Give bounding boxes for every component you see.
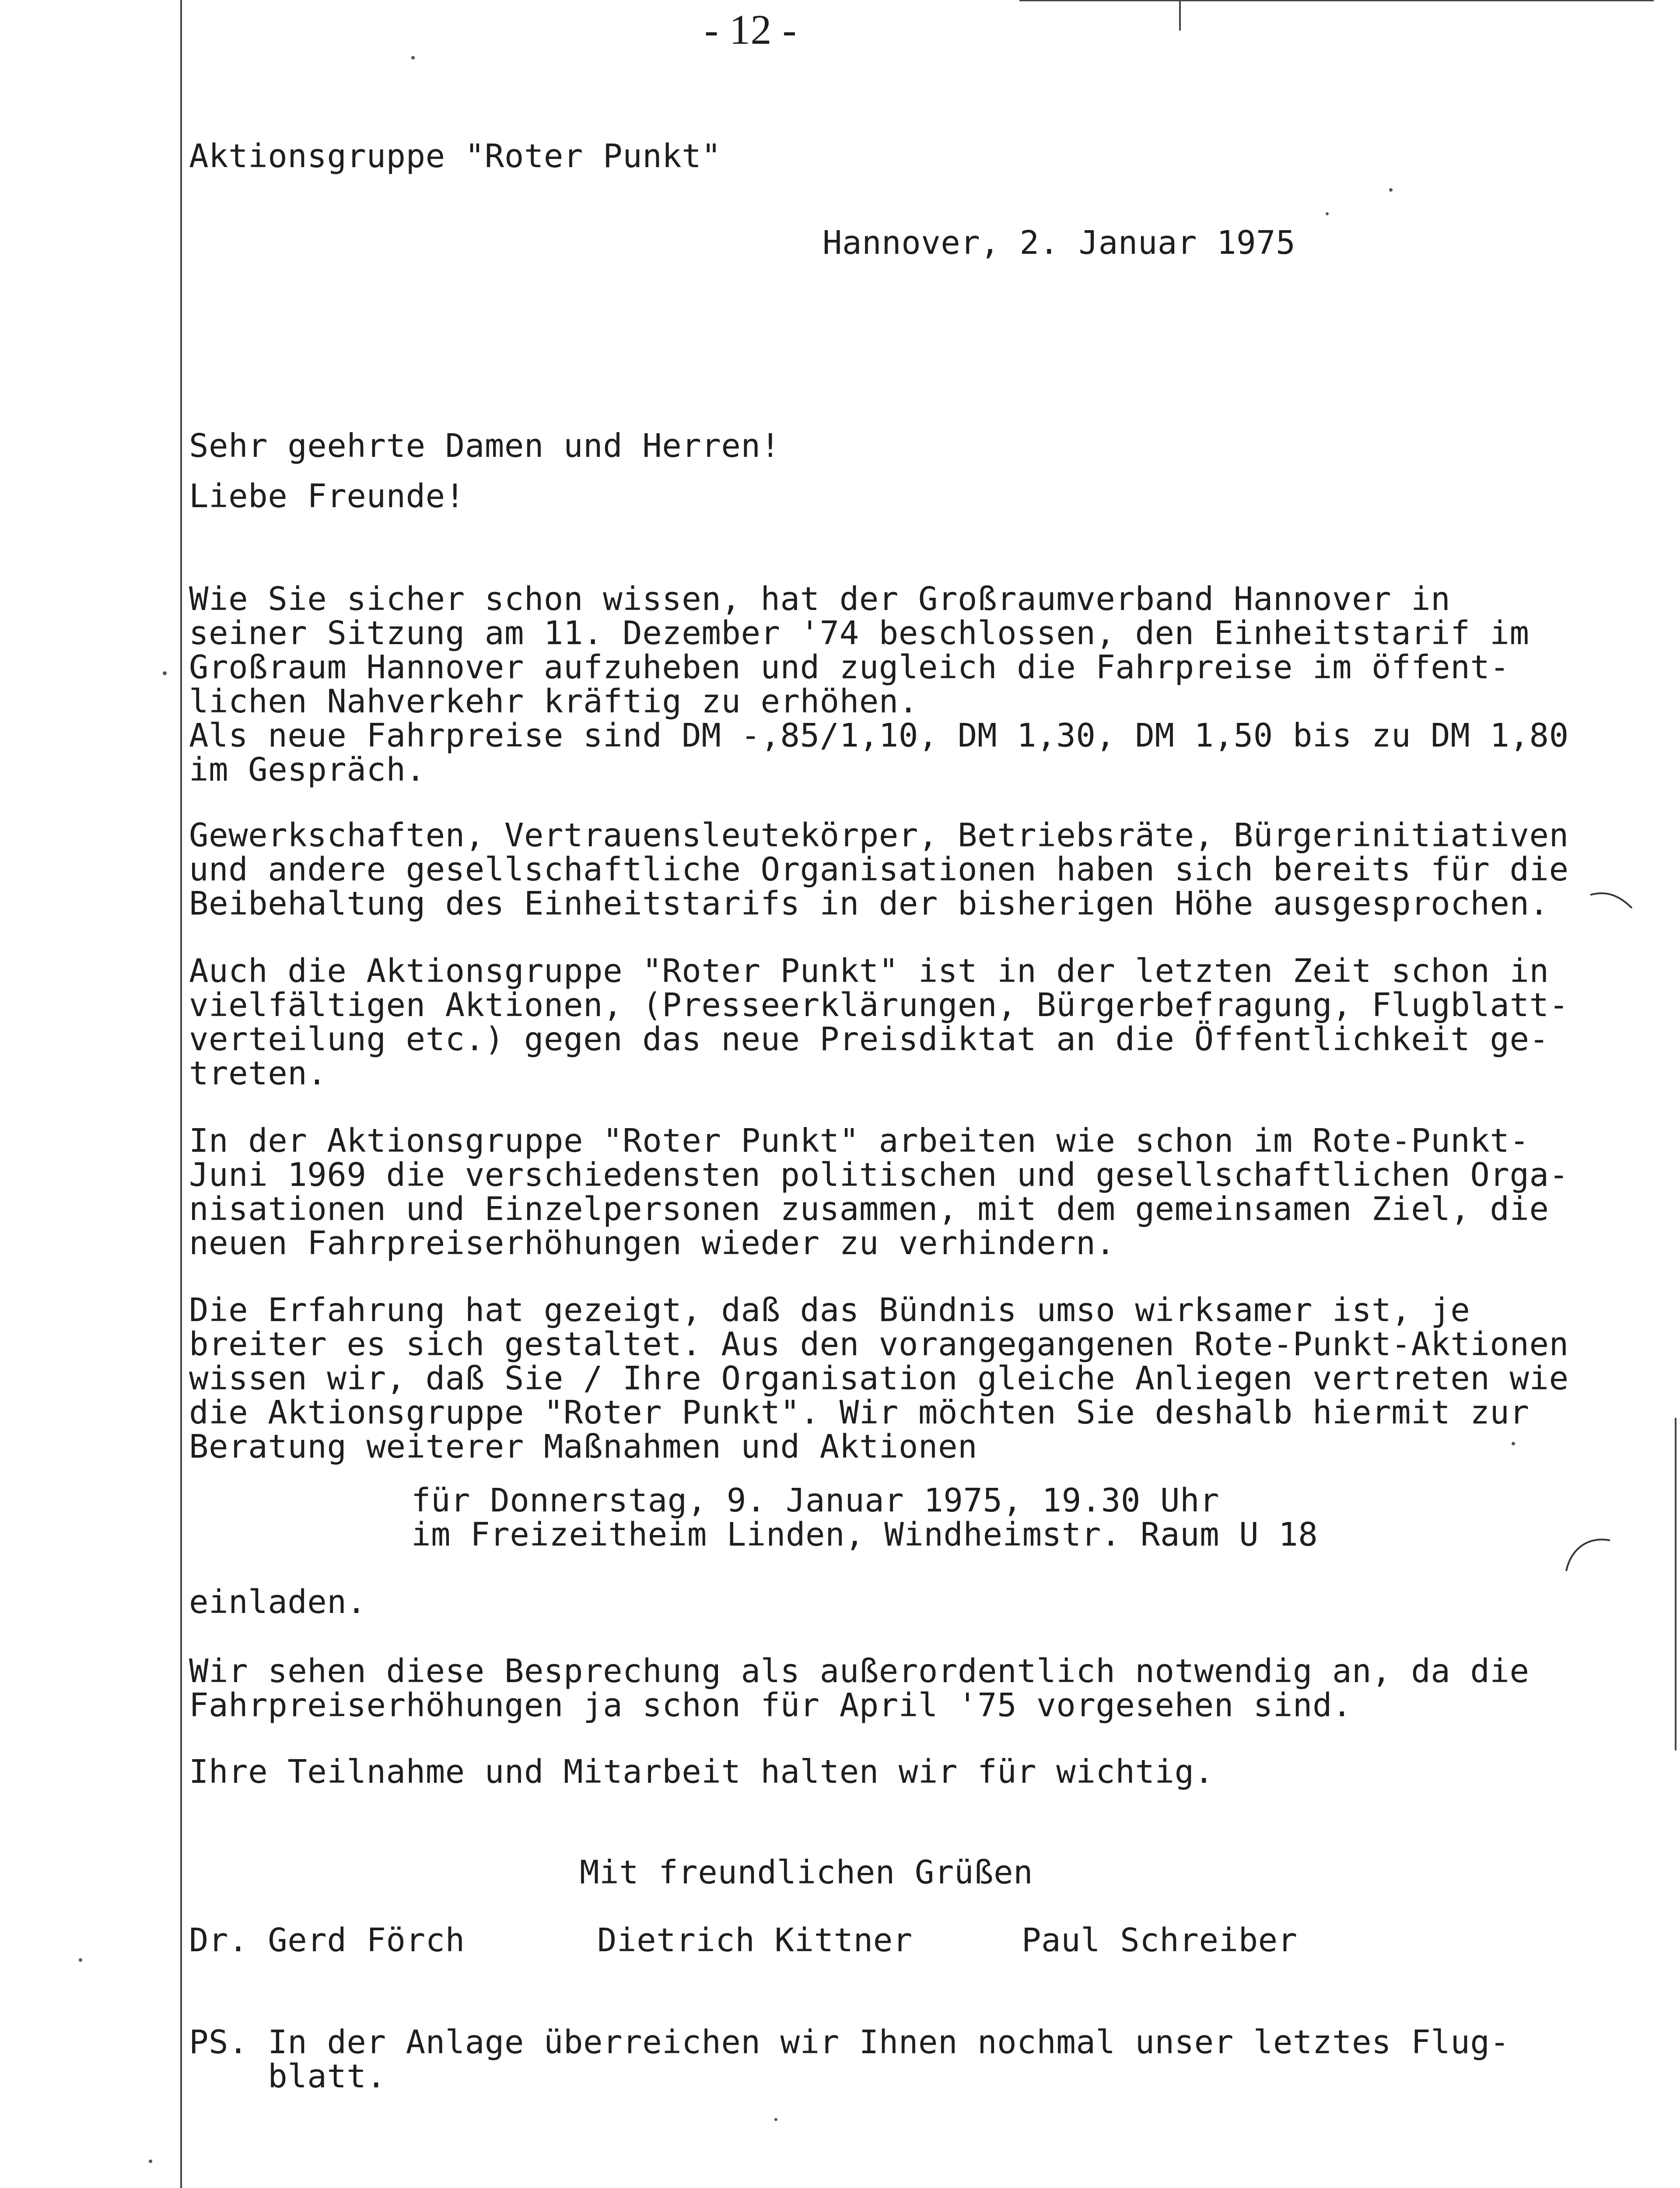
- scan-speck: [149, 2160, 152, 2163]
- body-line: lichen Nahverkehr kräftig zu erhöhen.: [189, 683, 918, 720]
- body-line: Beibehaltung des Einheitstarifs in der bisherigen Höhe ausgesprochen.: [189, 885, 1549, 922]
- scan-speck: [163, 671, 167, 675]
- signatory-2: Dietrich Kittner: [597, 1922, 913, 1959]
- body-line: Gewerkschaften, Vertrauensleutekörper, Betriebsräte, Bürgerinitiativen: [189, 817, 1569, 854]
- body-line: im Gespräch.: [189, 751, 426, 789]
- body-line: verteilung etc.) gegen das neue Preisdiktat an die Öffentlichkeit ge-: [189, 1020, 1549, 1058]
- body-line: Beratung weiterer Maßnahmen und Aktionen: [189, 1428, 978, 1466]
- invite-word: einladen.: [189, 1583, 367, 1621]
- body-line: breiter es sich gestaltet. Aus den vorangegangenen Rote-Punkt-Aktionen: [189, 1325, 1569, 1363]
- body-line: treten.: [189, 1055, 327, 1092]
- signatory-1: Dr. Gerd Förch: [189, 1922, 465, 1959]
- body-line: Auch die Aktionsgruppe "Roter Punkt" ist in der letzten Zeit schon in: [189, 952, 1549, 990]
- body-line: Als neue Fahrpreise sind DM -,85/1,10, DM 1,30, DM 1,50 bis zu DM 1,80: [189, 717, 1569, 754]
- scan-speck: [1326, 212, 1329, 215]
- scan-speck: [79, 1958, 82, 1962]
- body-line: seiner Sitzung am 11. Dezember '74 beschlossen, den Einheitstarif im: [189, 614, 1530, 652]
- meeting-date: für Donnerstag, 9. Januar 1975, 19.30 Uhr: [411, 1482, 1220, 1519]
- top-tick-mark: [1179, 0, 1181, 31]
- salutation-informal: Liebe Freunde!: [189, 477, 465, 515]
- postscript-line: blatt.: [189, 2058, 386, 2095]
- postscript-line: PS. In der Anlage überreichen wir Ihnen nochmal unser letztes Flug-: [189, 2023, 1510, 2061]
- sender-line: Aktionsgruppe "Roter Punkt": [189, 137, 721, 175]
- scan-speck: [1389, 188, 1393, 192]
- body-line: Fahrpreiserhöhungen ja schon für April '75 vorgesehen sind.: [189, 1687, 1352, 1724]
- scan-speck: [1512, 1442, 1515, 1445]
- body-line: nisationen und Einzelpersonen zusammen, mit dem gemeinsamen Ziel, die: [189, 1190, 1549, 1228]
- body-line: Die Erfahrung hat gezeigt, daß das Bündnis umso wirksamer ist, je: [189, 1291, 1470, 1329]
- top-right-rule: [1019, 0, 1654, 1]
- body-line: In der Aktionsgruppe "Roter Punkt" arbeiten wie schon im Rote-Punkt-: [189, 1122, 1530, 1160]
- body-line: Ihre Teilnahme und Mitarbeit halten wir für wichtig.: [189, 1753, 1214, 1791]
- signatory-3: Paul Schreiber: [1022, 1922, 1298, 1959]
- body-line: Großraum Hannover aufzuheben und zugleich die Fahrpreise im öffent-: [189, 649, 1510, 686]
- margin-pen-mark: [1558, 1527, 1614, 1580]
- scan-speck: [774, 2118, 777, 2121]
- salutation-formal: Sehr geehrte Damen und Herren!: [189, 427, 780, 465]
- place-date: Hannover, 2. Januar 1975: [822, 224, 1296, 262]
- page-number: - 12 -: [704, 6, 797, 53]
- body-line: neuen Fahrpreiserhöhungen wieder zu verhindern.: [189, 1224, 1116, 1262]
- body-line: die Aktionsgruppe "Roter Punkt". Wir möchten Sie deshalb hiermit zur: [189, 1394, 1530, 1431]
- body-line: und andere gesellschaftliche Organisationen haben sich bereits für die: [189, 851, 1569, 888]
- meeting-place: im Freizeitheim Linden, Windheimstr. Raum U 18: [411, 1516, 1318, 1553]
- body-line: Wie Sie sicher schon wissen, hat der Großraumverband Hannover in: [189, 580, 1451, 618]
- body-line: Juni 1969 die verschiedensten politischen und gesellschaftlichen Orga-: [189, 1156, 1569, 1194]
- closing-line: Mit freundlichen Grüßen: [580, 1854, 1033, 1891]
- body-line: wissen wir, daß Sie / Ihre Organisation gleiche Anliegen vertreten wie: [189, 1360, 1569, 1397]
- margin-pen-mark: [1588, 886, 1636, 912]
- left-margin-rule: [180, 0, 182, 2188]
- body-line: Wir sehen diese Besprechung als außerordentlich notwendig an, da die: [189, 1652, 1530, 1690]
- scan-speck: [411, 56, 415, 60]
- body-line: vielfältigen Aktionen, (Presseerklärungen, Bürgerbefragung, Flugblatt-: [189, 986, 1569, 1024]
- right-edge-rule: [1675, 1418, 1676, 1750]
